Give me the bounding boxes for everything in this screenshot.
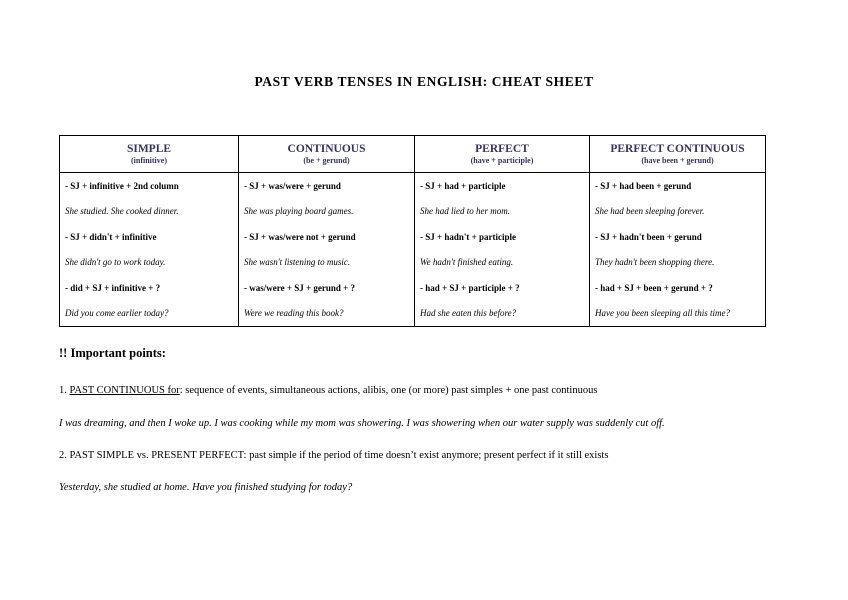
affirmative-formula-row: [60, 173, 766, 199]
header-title: CONTINUOUS: [287, 143, 366, 155]
formula-cell: - SJ + infinitive + 2nd column: [60, 173, 239, 199]
negative-formula-row: [60, 224, 766, 250]
header-simple: [60, 136, 239, 173]
tenses-table: [59, 135, 766, 327]
example-cell: She had been sleeping forever.: [590, 199, 766, 225]
formula-cell: - SJ + was/were + gerund: [239, 173, 415, 199]
formula-cell: - did + SJ + infinitive + ?: [60, 275, 239, 301]
example-cell: Have you been sleeping all this time?: [590, 301, 766, 327]
header-perfect-continuous: [590, 136, 766, 173]
formula-cell: - had + SJ + been + gerund + ?: [590, 275, 766, 301]
question-example-row: [60, 301, 766, 327]
point-1-text: : sequence of events, simultaneous actions, alibis, one (or more) past simples + one past continuous: [179, 385, 598, 396]
formula-cell: - SJ + was/were not + gerund: [239, 224, 415, 250]
point-1-number: 1.: [59, 385, 70, 396]
example-cell: We hadn't finished eating.: [415, 250, 590, 276]
affirmative-example-row: [60, 199, 766, 225]
example-cell: Were we reading this book?: [239, 301, 415, 327]
formula-cell: - had + SJ + participle + ?: [415, 275, 590, 301]
header-title: PERFECT: [475, 143, 529, 155]
formula-cell: - SJ + hadn't + participle: [415, 224, 590, 250]
header-subtitle: (be + gerund): [303, 156, 350, 165]
header-subtitle: (have + participle): [470, 156, 534, 165]
example-cell: She wasn't listening to music.: [239, 250, 415, 276]
formula-cell: - was/were + SJ + gerund + ?: [239, 275, 415, 301]
header-continuous: [239, 136, 415, 173]
header-subtitle: (have been + gerund): [641, 156, 714, 165]
point-2: 2. PAST SIMPLE vs. PRESENT PERFECT: past simple if the period of time doesn’t exist anymore; present perfect if it still exists: [59, 450, 609, 461]
formula-cell: - SJ + hadn't been + gerund: [590, 224, 766, 250]
formula-cell: - SJ + had + participle: [415, 173, 590, 199]
point-1-example: I was dreaming, and then I woke up. I was cooking while my mom was showering. I was showering when our water supply was suddenly cut off.: [59, 418, 665, 429]
example-cell: She studied. She cooked dinner.: [60, 199, 239, 225]
example-cell: They hadn't been shopping there.: [590, 250, 766, 276]
example-cell: Did you come earlier today?: [60, 301, 239, 327]
example-cell: She had lied to her mom.: [415, 199, 590, 225]
page-title: PAST VERB TENSES IN ENGLISH: CHEAT SHEET: [254, 74, 594, 89]
point-2-example: Yesterday, she studied at home. Have you finished studying for today?: [59, 482, 353, 493]
table-header-row: [60, 136, 766, 173]
point-1: [59, 385, 597, 396]
header-perfect: [415, 136, 590, 173]
example-cell: She didn't go to work today.: [60, 250, 239, 276]
point-1-label: PAST CONTINUOUS for: [69, 385, 180, 396]
header-subtitle: (infinitive): [131, 156, 167, 165]
header-title: SIMPLE: [126, 143, 172, 155]
question-formula-row: [60, 275, 766, 301]
formula-cell: - SJ + didn't + infinitive: [60, 224, 239, 250]
negative-example-row: [60, 250, 766, 276]
important-points-heading: !! Important points:: [59, 346, 166, 360]
example-cell: She was playing board games.: [239, 199, 415, 225]
formula-cell: - SJ + had been + gerund: [590, 173, 766, 199]
header-title: PERFECT CONTINUOUS: [610, 143, 745, 155]
example-cell: Had she eaten this before?: [415, 301, 590, 327]
